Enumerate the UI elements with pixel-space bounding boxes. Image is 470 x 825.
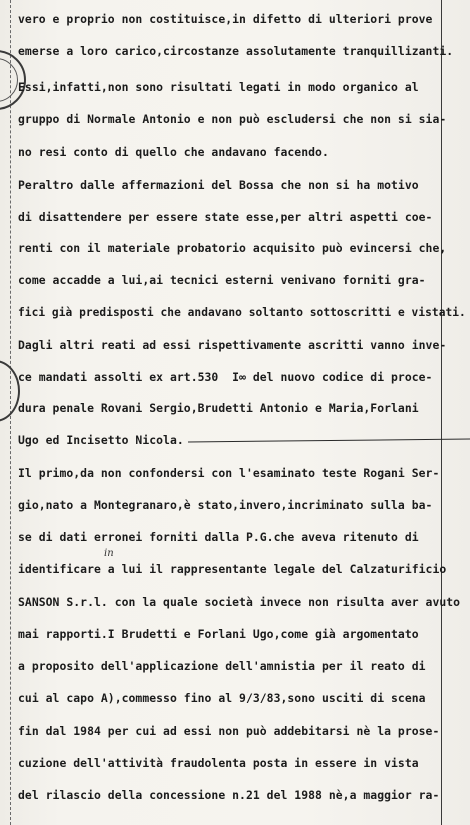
text-line: ce mandati assolti ex art.530 I∞ del nuovo codice di proce- <box>18 370 433 384</box>
text-line: emerse a loro carico,circostanze assolutamente tranquillizanti. <box>18 44 454 58</box>
text-line: mai rapporti.I Brudetti e Forlani Ugo,come già argomentato <box>18 627 419 641</box>
text-line: fin dal 1984 per cui ad essi non può addebitarsi nè la prose- <box>18 724 440 738</box>
text-line: identificare a lui il rappresentante legale del Calzaturificio <box>18 562 447 576</box>
text-line: gio,nato a Montegranaro,è stato,invero,incriminato sulla ba- <box>18 498 433 512</box>
text-line: se di dati erronei forniti dalla P.G.che aveva ritenuto di <box>18 530 419 544</box>
text-line: cuzione dell'attività fraudolenta posta in essere in vista <box>18 756 419 770</box>
text-line: di disattendere per essere state esse,per altri aspetti coe- <box>18 210 433 224</box>
text-line: Essi,infatti,non sono risultati legati in modo organico al <box>18 80 419 94</box>
handwritten-underline <box>188 439 470 443</box>
text-line: come accadde a lui,ai tecnici esterni venivano forniti gra- <box>18 273 426 287</box>
text-line: Peraltro dalle affermazioni del Bossa che non si ha motivo <box>18 178 419 192</box>
text-line: a proposito dell'applicazione dell'amnistia per il reato di <box>18 659 426 673</box>
text-line: del rilascio della concessione n.21 del 1988 nè,a maggior ra- <box>18 788 440 802</box>
text-line: Dagli altri reati ad essi rispettivamente ascritti vanno inve- <box>18 338 447 352</box>
stamp-seal-bottom <box>0 360 20 422</box>
text-line: fici già predisposti che andavano soltanto sottoscritti e vistati. <box>18 306 466 319</box>
text-line: renti con il materiale probatorio acquisito può evincersi che, <box>18 241 447 255</box>
text-line: cui al capo A),commesso fino al 9/3/83,sono usciti di scena <box>18 691 426 705</box>
handwritten-annotation: in <box>104 548 114 559</box>
text-line: SANSON S.r.l. con la quale società invece non risulta aver avuto <box>18 595 461 609</box>
text-line: gruppo di Normale Antonio e non può escludersi che non si sia- <box>18 112 447 126</box>
text-line: Il primo,da non confondersi con l'esaminato teste Rogani Ser- <box>18 466 440 480</box>
text-line: dura penale Rovani Sergio,Brudetti Antonio e Maria,Forlani <box>18 401 419 415</box>
text-line: no resi conto di quello che andavano facendo. <box>18 145 329 159</box>
text-line: Ugo ed Incisetto Nicola. <box>18 433 184 447</box>
text-line: vero e proprio non costituisce,in difetto di ulteriori prove <box>18 12 433 26</box>
